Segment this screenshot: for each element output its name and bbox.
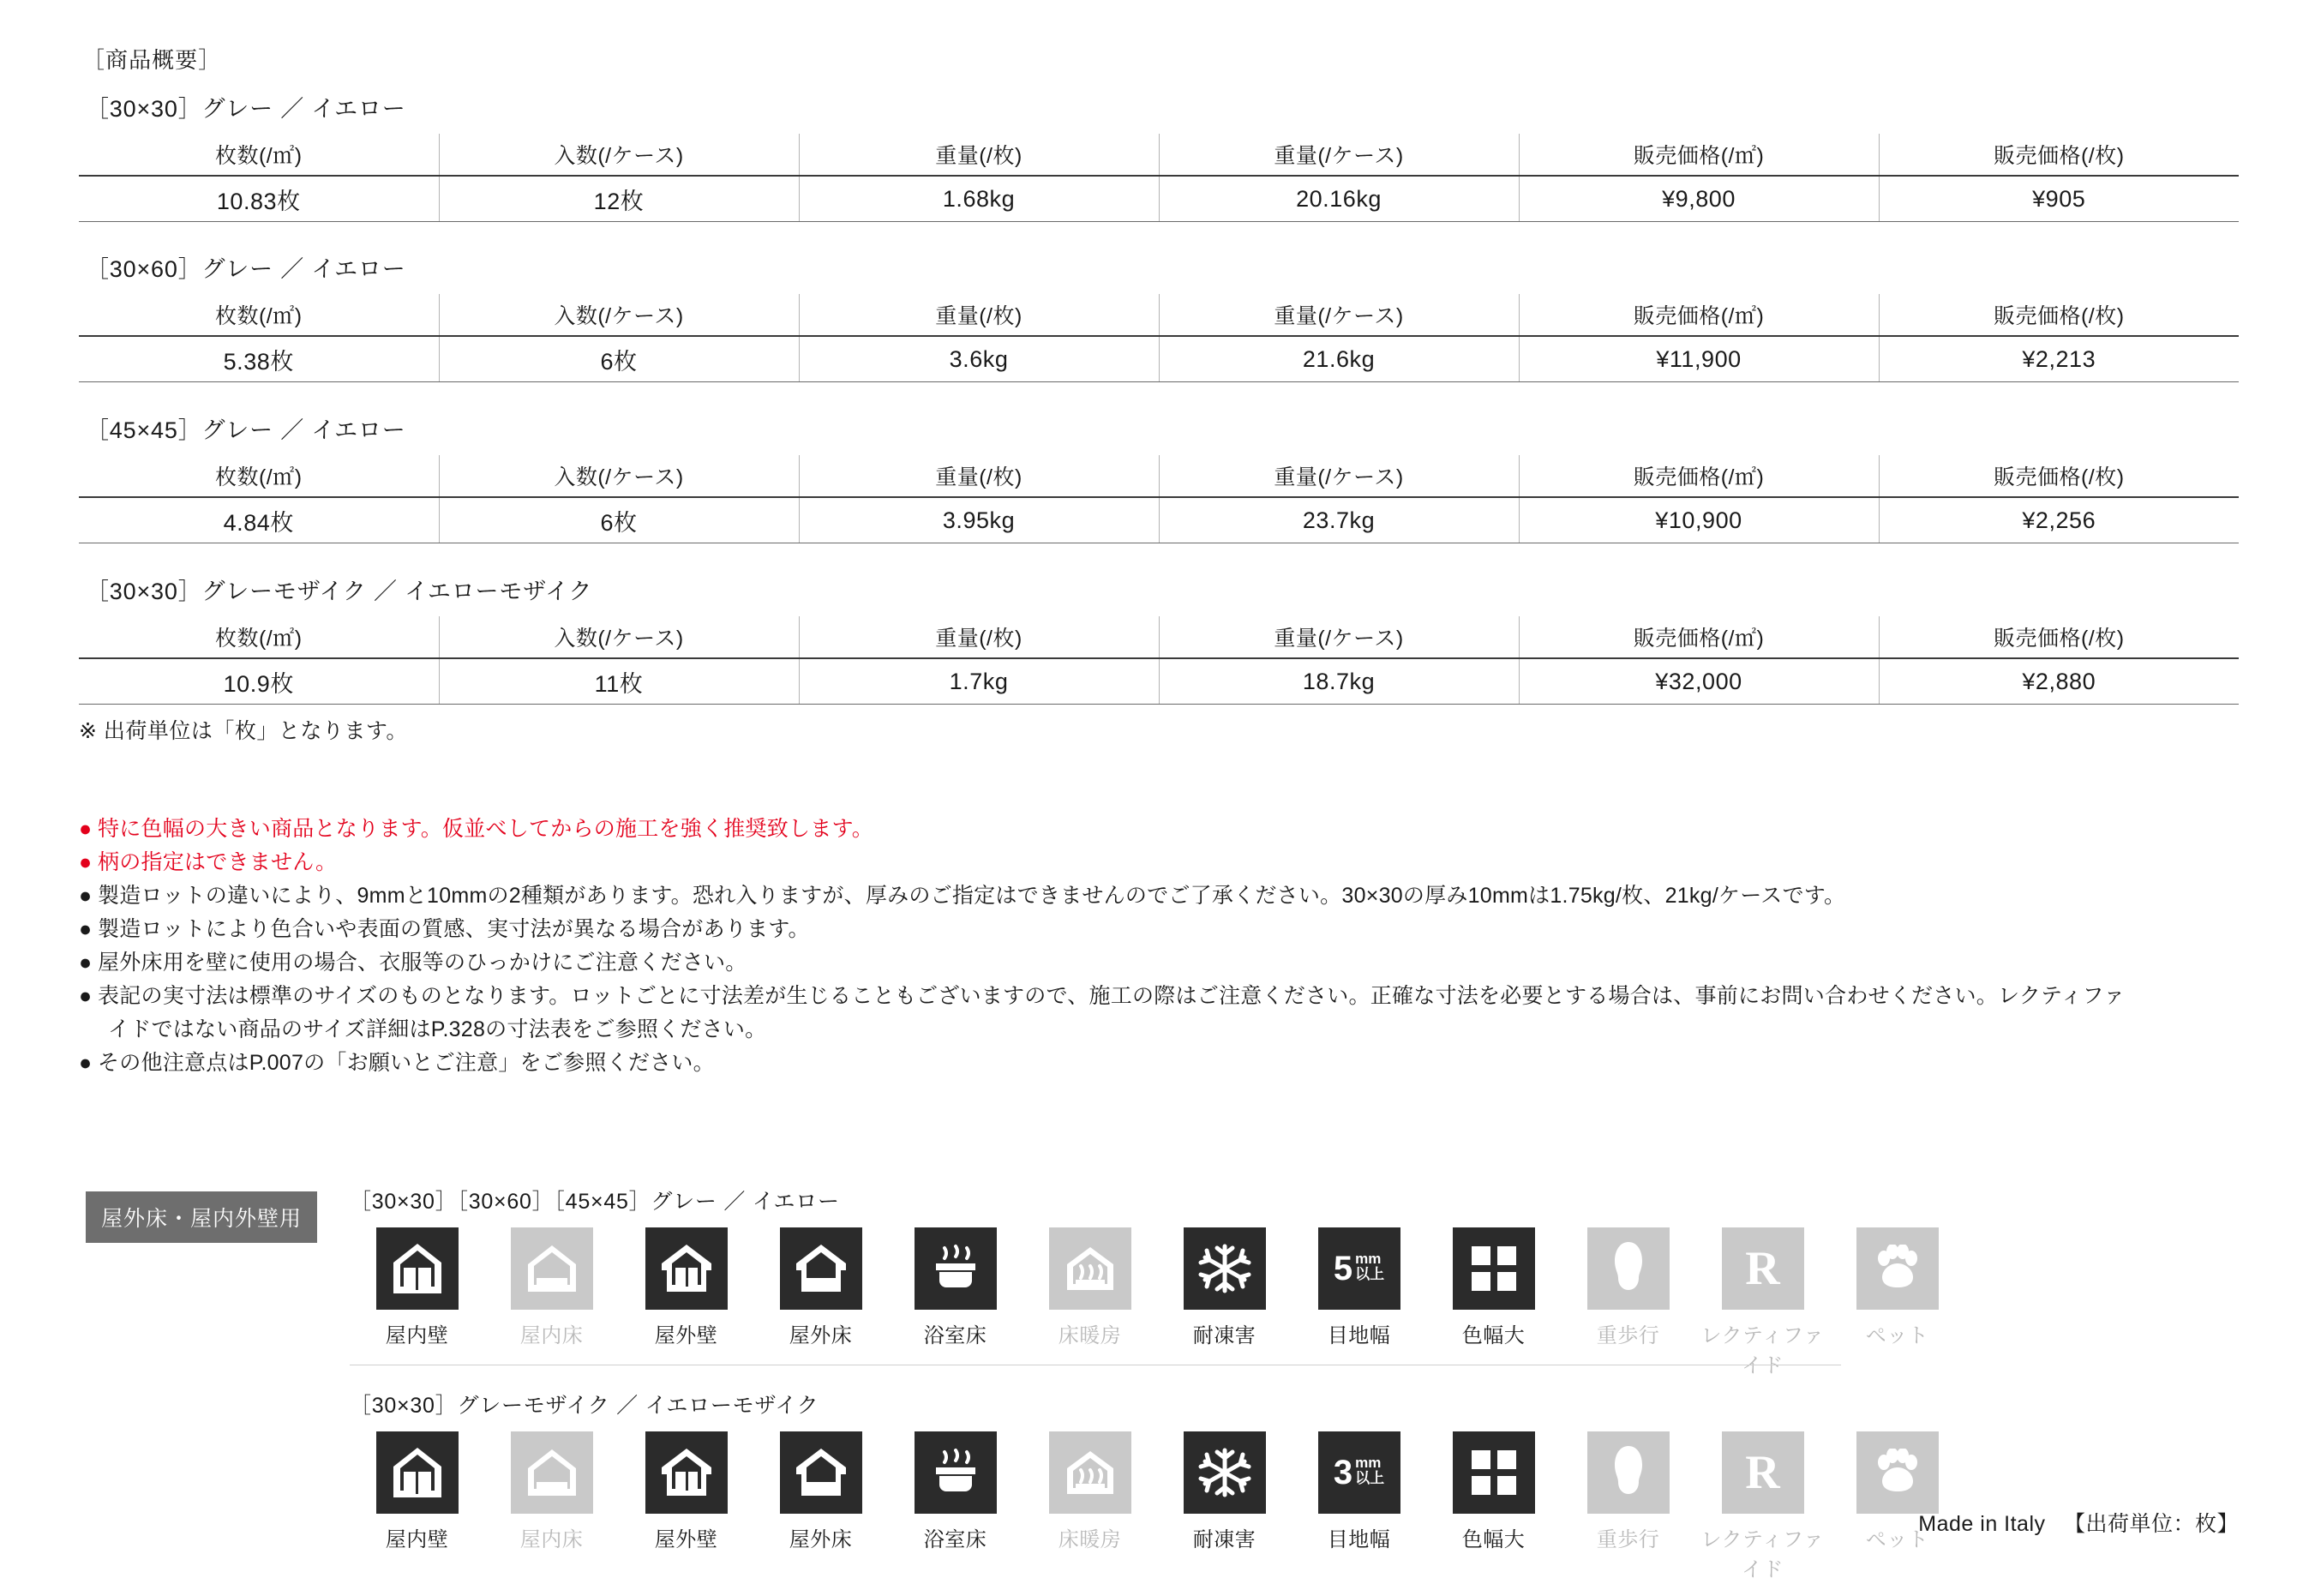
outdoor-wall-icon	[645, 1431, 728, 1514]
color-variation-icon	[1453, 1431, 1535, 1514]
col-header-case-qty: 入数(/ケース)	[439, 455, 799, 497]
note-text: 製造ロットの違いにより、9mmと10mmの2種類があります。恐れ入りますが、厚みのご指定はできませんのでご了承ください。30×30の厚み10mmは1.75kg/枚、21kg/ケースです。	[98, 884, 1846, 908]
col-header-price-per-sqm: 販売価格(/㎡)	[1519, 616, 1879, 658]
cell-sheets: 5.38枚	[79, 336, 439, 382]
cell-weight-per-case: 18.7kg	[1159, 658, 1519, 705]
paw-icon	[1856, 1431, 1939, 1514]
cell-sheets: 10.83枚	[79, 176, 439, 222]
spec-caption: ［30×30］グレー ／ イエロー	[86, 96, 406, 122]
color-variation-icon	[1453, 1227, 1535, 1310]
joint-width-unit	[1355, 1455, 1384, 1486]
note-text: 特に色幅の大きい商品となります。仮並べしてからの施工を強く推奨致します。	[98, 817, 874, 841]
icon-label: 色幅大	[1461, 1324, 1526, 1347]
note-continuation: イドではない商品のサイズ詳細はP.328の寸法表をご参照ください。	[108, 1017, 767, 1041]
icon-group-title: ［30×30］グレーモザイク ／ イエローモザイク	[350, 1394, 819, 1418]
col-header-weight-per-sheet: 重量(/枚)	[799, 294, 1159, 336]
outdoor-floor-icon	[780, 1431, 862, 1514]
spec-caption: ［45×45］グレー ／ イエロー	[86, 417, 406, 443]
icon-cell-bath-floor	[888, 1431, 1023, 1582]
col-header-price-per-sheet: 販売価格(/枚)	[1879, 134, 2239, 176]
note-text: 柄の指定はできません。	[98, 850, 338, 874]
icon-cell-outdoor-floor	[753, 1227, 888, 1378]
footprint-icon	[1587, 1431, 1670, 1514]
joint-width-unit-top: mm	[1355, 1455, 1382, 1471]
cell-case-qty: 6枚	[439, 336, 799, 382]
col-header-price-per-sheet: 販売価格(/枚)	[1879, 294, 2239, 336]
cell-price-per-sheet: ¥2,880	[1879, 658, 2239, 705]
icon-label: 屋外床	[789, 1324, 853, 1347]
icon-cell-bath-floor	[888, 1227, 1023, 1378]
icon-label: 重歩行	[1596, 1528, 1660, 1551]
col-header-case-qty: 入数(/ケース)	[439, 134, 799, 176]
rectified-letter: R	[1745, 1446, 1780, 1499]
cell-price-per-sheet: ¥905	[1879, 176, 2239, 222]
icon-label: ペット	[1865, 1528, 1929, 1551]
icon-cell-floor-heating	[1023, 1227, 1157, 1378]
icon-label: ペット	[1865, 1324, 1929, 1347]
col-header-weight-per-case: 重量(/ケース)	[1159, 294, 1519, 336]
spec-block-30x30	[79, 90, 2239, 222]
icon-label: 浴室床	[923, 1324, 987, 1347]
icon-label: 床暖房	[1058, 1324, 1122, 1347]
col-header-price-per-sqm: 販売価格(/㎡)	[1519, 455, 1879, 497]
icon-label: 床暖房	[1058, 1528, 1122, 1551]
shipping-unit-badge: 【出荷単位：枚】	[2063, 1512, 2239, 1536]
footer-origin	[1918, 1507, 2239, 1538]
col-header-weight-per-case: 重量(/ケース)	[1159, 455, 1519, 497]
cell-weight-per-sheet: 3.6kg	[799, 336, 1159, 382]
icon-label: 重歩行	[1596, 1324, 1660, 1347]
joint-width-value-wrap	[1334, 1455, 1384, 1490]
table-header-row	[79, 134, 2239, 176]
joint-width-value: 3	[1333, 1454, 1353, 1491]
icon-cell-indoor-wall	[350, 1227, 484, 1378]
joint-width-unit-top: mm	[1355, 1251, 1382, 1267]
outdoor-wall-icon	[645, 1227, 728, 1310]
icon-label: レクティファイド	[1700, 1324, 1825, 1377]
table-header-row	[79, 616, 2239, 658]
icon-cell-indoor-wall	[350, 1431, 484, 1582]
col-header-weight-per-sheet: 重量(/枚)	[799, 134, 1159, 176]
icon-cell-joint-width	[1292, 1431, 1426, 1582]
icon-label: 屋内壁	[385, 1528, 449, 1551]
icon-label: 目地幅	[1327, 1528, 1391, 1551]
icon-label: 屋内床	[519, 1528, 584, 1551]
snowflake-icon	[1184, 1227, 1266, 1310]
cell-weight-per-sheet: 1.68kg	[799, 176, 1159, 222]
icon-label: 色幅大	[1461, 1528, 1526, 1551]
icon-cell-color-variation	[1426, 1431, 1561, 1582]
col-header-weight-per-case: 重量(/ケース)	[1159, 134, 1519, 176]
note-item	[79, 946, 2256, 980]
cell-weight-per-case: 23.7kg	[1159, 497, 1519, 543]
icon-label: 屋外床	[789, 1528, 853, 1551]
spec-table	[79, 455, 2239, 543]
table-row	[79, 336, 2239, 382]
footprint-icon	[1587, 1227, 1670, 1310]
icon-label: 屋外壁	[654, 1324, 718, 1347]
note-item	[79, 913, 2256, 946]
icon-row	[350, 1227, 1964, 1378]
cell-case-qty: 12枚	[439, 176, 799, 222]
note-item	[79, 980, 2256, 1013]
joint-width-icon	[1318, 1431, 1400, 1514]
note-item	[79, 846, 2256, 879]
bath-floor-icon	[915, 1227, 997, 1310]
spec-block-mosaic	[79, 573, 2239, 705]
joint-width-unit	[1355, 1251, 1384, 1282]
col-header-price-per-sqm: 販売価格(/㎡)	[1519, 294, 1879, 336]
note-text: 表記の実寸法は標準のサイズのものとなります。ロットごとに寸法差が生じることもございますので、施工の際はご注意ください。正確な寸法を必要とする場合は、事前にお問い合わせください。レクティファ	[98, 984, 2126, 1008]
rectified-letter: R	[1745, 1242, 1780, 1295]
note-text: 屋外床用を壁に使用の場合、衣服等のひっかけにご注意ください。	[98, 951, 747, 975]
joint-width-icon	[1318, 1227, 1400, 1310]
joint-width-value-wrap	[1334, 1251, 1384, 1286]
icon-cell-heavy-traffic	[1561, 1227, 1695, 1378]
cell-weight-per-case: 21.6kg	[1159, 336, 1519, 382]
col-header-sheets: 枚数(/㎡)	[79, 134, 439, 176]
spec-caption: ［30×30］グレーモザイク ／ イエローモザイク	[86, 579, 593, 604]
note-text: 製造ロットにより色合いや表面の質感、実寸法が異なる場合があります。	[98, 917, 810, 941]
bullet-icon: ●	[79, 817, 93, 841]
usage-tag-badge: 屋外床・屋内外壁用	[86, 1191, 317, 1243]
table-row	[79, 497, 2239, 543]
icon-label: 屋外壁	[654, 1528, 718, 1551]
indoor-floor-icon	[511, 1431, 593, 1514]
col-header-price-per-sheet: 販売価格(/枚)	[1879, 616, 2239, 658]
icon-group-standard	[350, 1185, 1964, 1378]
joint-width-unit-bottom: 以上	[1355, 1469, 1385, 1486]
floor-heating-icon	[1049, 1431, 1131, 1514]
icon-label: 屋内床	[519, 1324, 584, 1347]
page-title: ［商品概要］	[82, 47, 222, 73]
rectified-icon	[1722, 1431, 1804, 1514]
table-header-row	[79, 294, 2239, 336]
bullet-icon: ●	[79, 884, 93, 908]
bullet-icon: ●	[79, 917, 93, 941]
col-header-price-per-sheet: 販売価格(/枚)	[1879, 455, 2239, 497]
paw-icon	[1856, 1227, 1939, 1310]
cell-case-qty: 11枚	[439, 658, 799, 705]
col-header-weight-per-case: 重量(/ケース)	[1159, 616, 1519, 658]
cell-price-per-sheet: ¥2,213	[1879, 336, 2239, 382]
icon-cell-color-variation	[1426, 1227, 1561, 1378]
icon-cell-outdoor-floor	[753, 1431, 888, 1582]
spec-caption: ［30×60］グレー ／ イエロー	[86, 256, 406, 282]
spec-table	[79, 294, 2239, 382]
icon-group-mosaic	[350, 1389, 1964, 1582]
made-in-label: Made in Italy	[1918, 1512, 2046, 1536]
icon-group-title: ［30×30］［30×60］［45×45］グレー ／ イエロー	[350, 1190, 840, 1214]
icon-label: 浴室床	[923, 1528, 987, 1551]
icon-cell-frost-resistant	[1157, 1227, 1292, 1378]
bullet-icon: ●	[79, 984, 93, 1008]
icon-label: 屋内壁	[385, 1324, 449, 1347]
table-row	[79, 176, 2239, 222]
joint-width-unit-bottom: 以上	[1355, 1265, 1385, 1282]
col-header-sheets: 枚数(/㎡)	[79, 294, 439, 336]
icon-label: レクティファイド	[1700, 1528, 1825, 1581]
rectified-icon	[1722, 1227, 1804, 1310]
icon-cell-rectified	[1695, 1227, 1830, 1378]
note-text: その他注意点はP.007の「お願いとご注意」をご参照ください。	[98, 1051, 715, 1075]
cell-price-per-sheet: ¥2,256	[1879, 497, 2239, 543]
col-header-price-per-sqm: 販売価格(/㎡)	[1519, 134, 1879, 176]
icon-cell-outdoor-wall	[619, 1431, 753, 1582]
cell-price-per-sqm: ¥10,900	[1519, 497, 1879, 543]
cell-case-qty: 6枚	[439, 497, 799, 543]
icon-label: 耐凍害	[1192, 1528, 1256, 1551]
note-item	[79, 1047, 2256, 1080]
cell-sheets: 4.84枚	[79, 497, 439, 543]
cell-weight-per-sheet: 3.95kg	[799, 497, 1159, 543]
icon-cell-indoor-floor	[484, 1227, 619, 1378]
icon-cell-rectified	[1695, 1431, 1830, 1582]
cell-sheets: 10.9枚	[79, 658, 439, 705]
indoor-wall-icon	[376, 1431, 459, 1514]
icon-cell-pet	[1830, 1227, 1964, 1378]
note-item	[79, 813, 2256, 846]
cell-price-per-sqm: ¥11,900	[1519, 336, 1879, 382]
icon-cell-heavy-traffic	[1561, 1431, 1695, 1582]
spec-table	[79, 616, 2239, 705]
icon-label: 耐凍害	[1192, 1324, 1256, 1347]
notes-list	[79, 813, 2256, 1080]
bullet-icon: ●	[79, 951, 93, 975]
table-row	[79, 658, 2239, 705]
cell-price-per-sqm: ¥32,000	[1519, 658, 1879, 705]
icon-cell-joint-width	[1292, 1227, 1426, 1378]
col-header-sheets: 枚数(/㎡)	[79, 455, 439, 497]
note-item	[79, 879, 2256, 913]
outdoor-floor-icon	[780, 1227, 862, 1310]
col-header-case-qty: 入数(/ケース)	[439, 616, 799, 658]
indoor-floor-icon	[511, 1227, 593, 1310]
table-header-row	[79, 455, 2239, 497]
icon-cell-outdoor-wall	[619, 1227, 753, 1378]
icon-row	[350, 1431, 1964, 1582]
cell-weight-per-case: 20.16kg	[1159, 176, 1519, 222]
col-header-sheets: 枚数(/㎡)	[79, 616, 439, 658]
cell-price-per-sqm: ¥9,800	[1519, 176, 1879, 222]
joint-width-value: 5	[1333, 1250, 1353, 1287]
col-header-weight-per-sheet: 重量(/枚)	[799, 616, 1159, 658]
spec-block-45x45	[79, 411, 2239, 543]
bullet-icon: ●	[79, 1051, 93, 1075]
icon-cell-floor-heating	[1023, 1431, 1157, 1582]
floor-heating-icon	[1049, 1227, 1131, 1310]
bullet-icon: ●	[79, 850, 93, 874]
col-header-case-qty: 入数(/ケース)	[439, 294, 799, 336]
shipping-unit-note: ※ 出荷単位は「枚」となります。	[79, 719, 408, 743]
indoor-wall-icon	[376, 1227, 459, 1310]
icon-label: 目地幅	[1327, 1324, 1391, 1347]
spec-block-30x60	[79, 250, 2239, 382]
bath-floor-icon	[915, 1431, 997, 1514]
col-header-weight-per-sheet: 重量(/枚)	[799, 455, 1159, 497]
cell-weight-per-sheet: 1.7kg	[799, 658, 1159, 705]
icon-cell-indoor-floor	[484, 1431, 619, 1582]
icon-cell-frost-resistant	[1157, 1431, 1292, 1582]
snowflake-icon	[1184, 1431, 1266, 1514]
spec-table	[79, 134, 2239, 222]
